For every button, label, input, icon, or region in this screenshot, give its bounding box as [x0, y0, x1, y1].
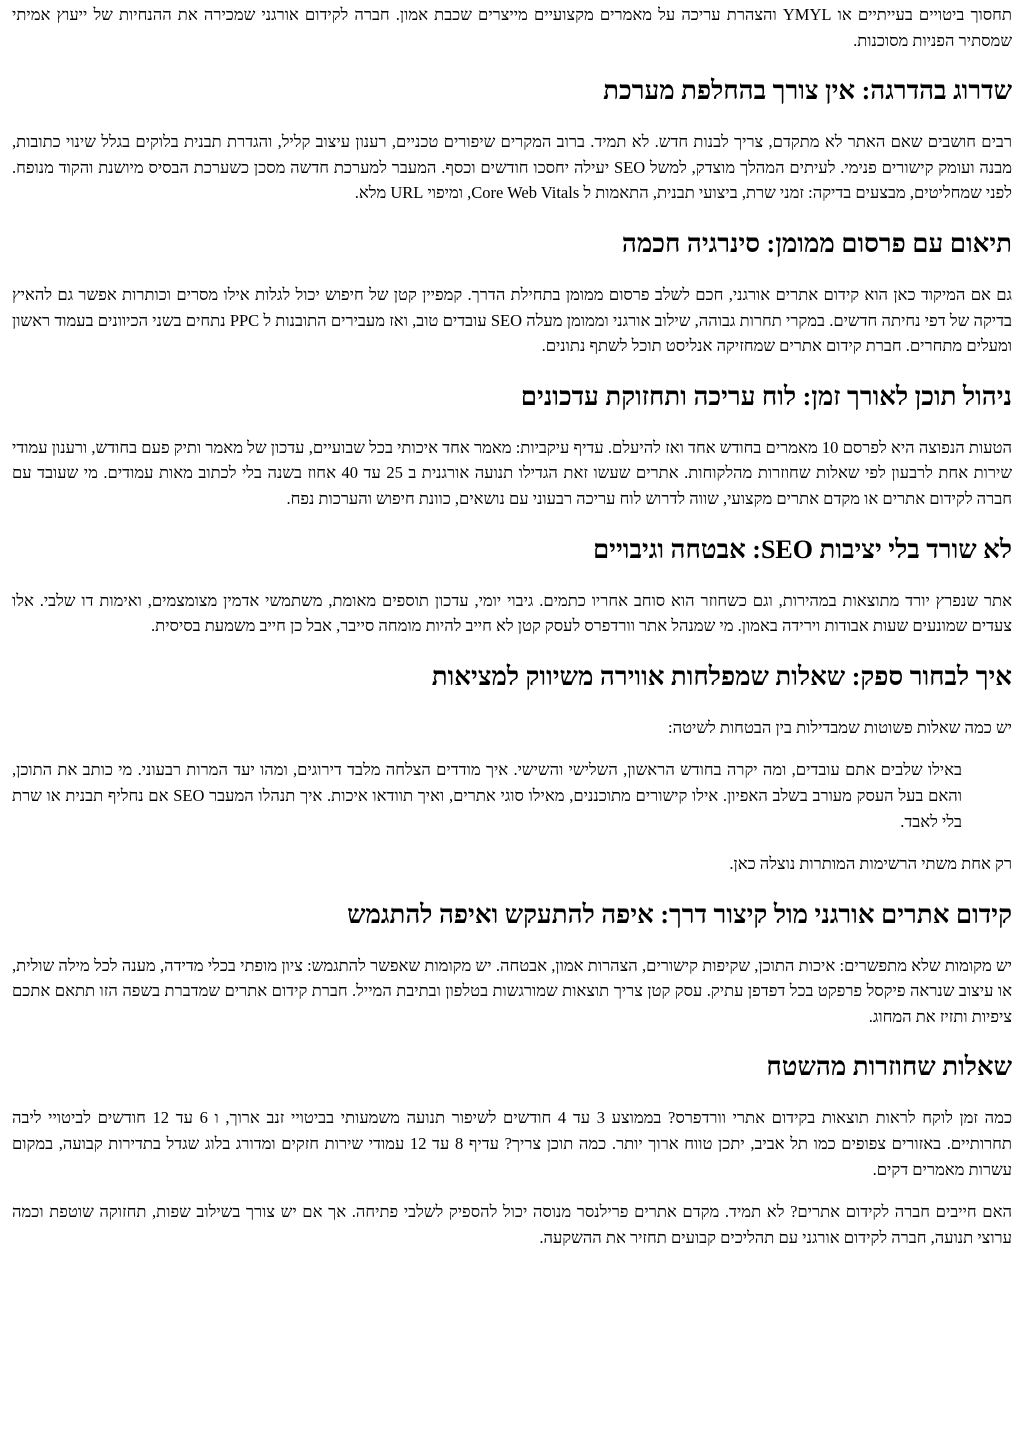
- section-heading: לא שורד בלי יציבות SEO: אבטחה וגיבויים: [592, 534, 1012, 564]
- section-heading: שאלות שחוזרות מהשטח: [766, 1052, 1012, 1082]
- section-heading: ניהול תוכן לאורך זמן: לוח עריכה ותחזוקת עדכונים: [520, 381, 1012, 411]
- section-paragraph: רבים חושבים שאם האתר לא מתקדם, צריך לבנות חדש. לא תמיד. ברוב המקרים שיפורים טכניים, רענון עיצוב קליל, והגדרת תבנית בלוקים בגלל שינוי כתובות, מבנה ועומק קישורים פנימי. לעיתים המהלך מוצדק, למשל SEO יעילה יחסכו חודשים וכסף. המעבר למערכת חדשה מסכן כשערכת הבסיס מיושנת והקוד מנופח. לפני שמחליטים, מבצעים בדיקה: זמני שרת, ביצועי תבנית, התאמות ל Core Web Vitals, ומיפוי URL מלא.: [12, 132, 1012, 203]
- intro-paragraph: תחסוך ביטויים בעייתיים או YMYL והצהרת עריכה על מאמרים מקצועיים מייצרים שכבת אמון. חברה לקידום אורגני שמכירה את ההנחיות של ייעוץ אמיתי שמסתיר הפניות מסוכנות.: [12, 5, 1012, 50]
- section-heading: תיאום עם פרסום ממומן: סינרגיה חכמה: [621, 228, 1012, 258]
- section-paragraph: האם חייבים חברה לקידום אתרים? לא תמיד. מקדם אתרים פרילנסר מנוסה יכול להספיק לשלבי פתיחה. אך אם יש צורך בשילוב שפות, תחזוקה שוטפת וכמה ערוצי תנועה, חברה לקידום אורגני עם תהליכים קבועים תחזיר את ההשקעה.: [12, 1202, 1012, 1247]
- section-heading: קידום אתרים אורגני מול קיצור דרך: איפה להתעקש ואיפה להתגמש: [347, 899, 1012, 929]
- section-heading: שדרוג בהדרגה: אין צורך בהחלפת מערכת: [603, 76, 1012, 106]
- questions-blockquote: [12, 757, 1012, 834]
- section-paragraph: גם אם המיקוד כאן הוא קידום אתרים אורגני, חכם לשלב פרסום ממומן בתחילת הדרך. קמפיין קטן של חיפוש יכול לגלות אילו מסרים וכותרות אפשר גם להאיץ בדיקה של דפי נחיתה חדשים. במקרי תחרות גבוהה, שילוב אורגני וממומן מעלה SEO עובדים טוב, ואז מעבירים התובנות ל PPC נתחים בשני הכיוונים בעמוד ראשון ומעלים מתחרים. חברת קידום אתרים שמחזיקה אנליסט תוכל לשתף נתונים.: [12, 284, 1012, 356]
- section-paragraph: הטעות הנפוצה היא לפרסם 10 מאמרים בחודש אחד ואז להיעלם. עדיף עיקביות: מאמר אחד איכותי בכל שבועיים, עדכון של מאמר ותיק פעם בחודש, ורענון עמודי שירות אחת לרבעון לפי שאלות שחוזרות מהלקוחות. אתרים שעשו זאת הגדילו תנועה אורגנית ב 25 עד 40 אחוז בשנה בלי לכתוב מאות עמודים. מי שעובד עם חברה לקידום אתרים או מקדם אתרים מקצועי, שווה לדרוש לוח עריכה רבעוני עם נושאים, כוונת חיפוש והערכות נפח.: [12, 437, 1013, 508]
- section-paragraph: כמה זמן לוקח לראות תוצאות בקידום אתרי וורדפרס? בממוצע 3 עד 4 חודשים לשיפור תנועה משמעותי בביטויי זנב ארוך, ו 6 עד 12 חודשים לביטויי ליבה תחרותיים. באזורים צפופים כמו תל אביב, יתכן טווח ארוך יותר. כמה תוכן צריך? עדיף 8 עד 12 עמודי שירות חזקים ומדורג בלוג שגדל בתדירות קבועה, במקום עשרות מאמרים דקים.: [12, 1108, 1013, 1179]
- section-paragraph: יש כמה שאלות פשוטות שמבדילות בין הבטחות לשיטה:: [668, 717, 1012, 737]
- section-heading: איך לבחור ספק: שאלות שמפלחות אווירה משיווק למציאות: [431, 661, 1012, 691]
- section-paragraph: יש מקומות שלא מתפשרים: איכות התוכן, שקיפות קישורים, הצהרות אמון, אבטחה. יש מקומות שאפשר להתגמש: ציון מופתי בכלי מדידה, מענה לכל מילה שולית, או עיצוב שנראה פיקסל פרפקט בכל דפדפן עתיק. עסק קטן צריך תוצאות שמורגשות בטלפון ובתיבת המייל. חברת קידום אתרים שמדברת בשפה הזו תתאם אתכם ציפיות ותזיז את המחוג.: [12, 955, 1012, 1026]
- blockquote-text: באילו שלבים אתם עובדים, ומה יקרה בחודש הראשון, השלישי והשישי. איך מודדים הצלחה מלבד דירוגים, ומהו יעד המרות רבעוני. מי כותב את התוכן, והאם בעל העסק מעורב בשלב האפיון. אילו קישורים מתוכננים, מאילו סוגי אתרים, ואיך תוודאו איכות. איך תנהלו המעבר SEO אם נחליף תבנית או שרת בלי לאבד.: [12, 760, 962, 831]
- section-paragraph: רק אחת משתי הרשימות המותרות נוצלה כאן.: [729, 854, 1012, 874]
- section-paragraph: אתר שנפרץ יורד מתוצאות במהירות, וגם כשחוזר הוא סוחב אחריו כתמים. גיבוי יומי, עדכון תוספים מאומת, משתמשי אדמין מצומצמים, ואימות דו שלבי. אלו צעדים שמונעים שעות אבודות וירידה באמון. מי שמנהל אתר וורדפרס לעסק קטן לא חייב להיות מומחה סייבר, אבל כן חייב משמעת בסיסית.: [12, 590, 1012, 636]
